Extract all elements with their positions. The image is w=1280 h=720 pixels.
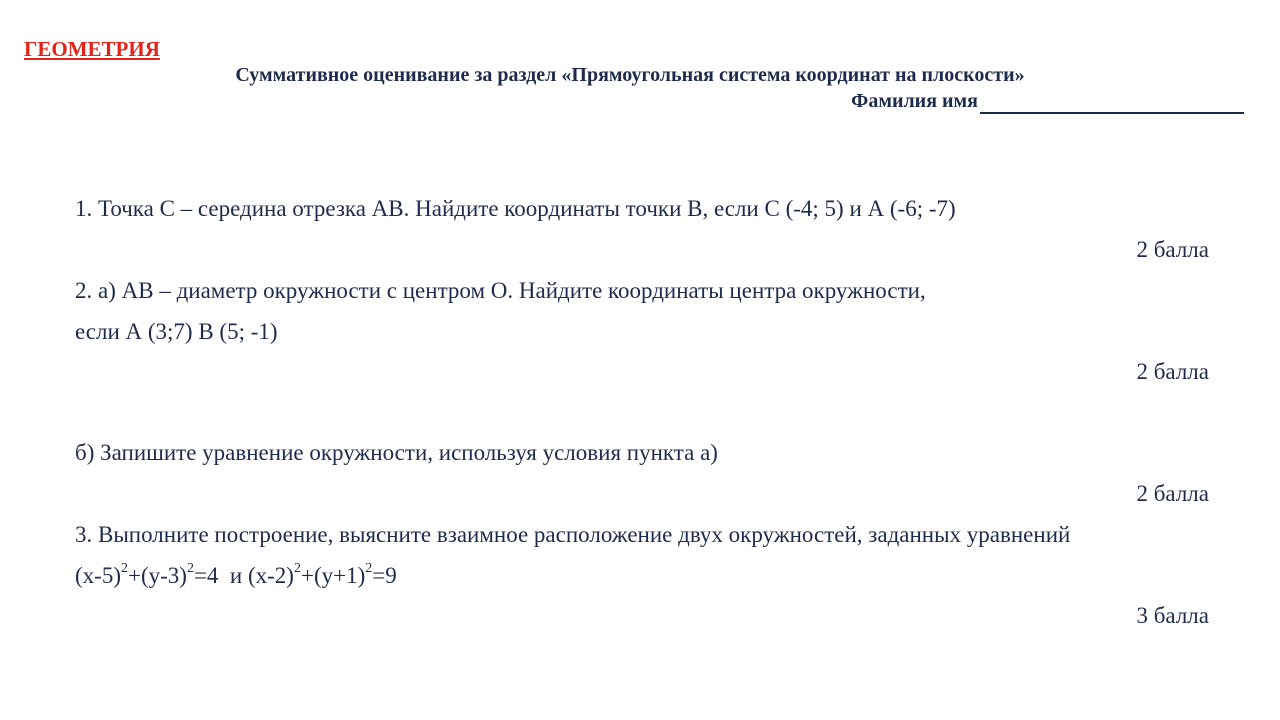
equation-2-exponent-a: 2 [293, 561, 301, 577]
equation-2-part-c: =9 [372, 563, 397, 588]
equation-connector: и [229, 563, 243, 588]
equation-1-part-a: (x-5) [75, 563, 121, 588]
subject-title: ГЕОМЕТРИЯ [24, 37, 160, 61]
assessment-title: Суммативное оценивание за раздел «Прямоугольная система координат на плоскости» [235, 64, 1025, 86]
equation-1-part-b: +(y-3) [127, 563, 187, 588]
task-1-text: 1. Точка С – середина отрезка АВ. Найдите координаты точки В, если С (-4; 5) и А (-6; -7) [75, 196, 956, 221]
task-2a-score: 2 балла [1136, 359, 1209, 384]
name-field [851, 88, 1244, 114]
equation-1-exponent-b: 2 [186, 561, 194, 577]
equation-2-part-b: +(y+1) [300, 563, 366, 588]
task-2a-text-line2: если А (3;7) В (5; -1) [75, 319, 278, 344]
equation-2-part-a: (x-2) [247, 563, 294, 588]
task-3-equations [75, 561, 397, 591]
task-1-score: 2 балла [1136, 237, 1209, 262]
task-3-text-line1: 3. Выполните построение, выясните взаимное расположение двух окружностей, заданных уравнений [75, 522, 1071, 547]
task-3-score: 3 балла [1136, 603, 1209, 628]
equation-1-part-c: =4 [193, 563, 219, 588]
equation-2-exponent-b: 2 [365, 561, 373, 577]
equation-1-exponent-a: 2 [120, 561, 128, 577]
task-2b-text: б) Запишите уравнение окружности, используя условия пункта а) [75, 440, 718, 465]
name-label: Фамилия имя [851, 90, 978, 112]
task-2b-score: 2 балла [1136, 481, 1209, 506]
task-2a-text-line1: 2. а) АВ – диаметр окружности с центром О. Найдите координаты центра окружности, [75, 278, 926, 303]
name-blank-line [980, 90, 1244, 114]
